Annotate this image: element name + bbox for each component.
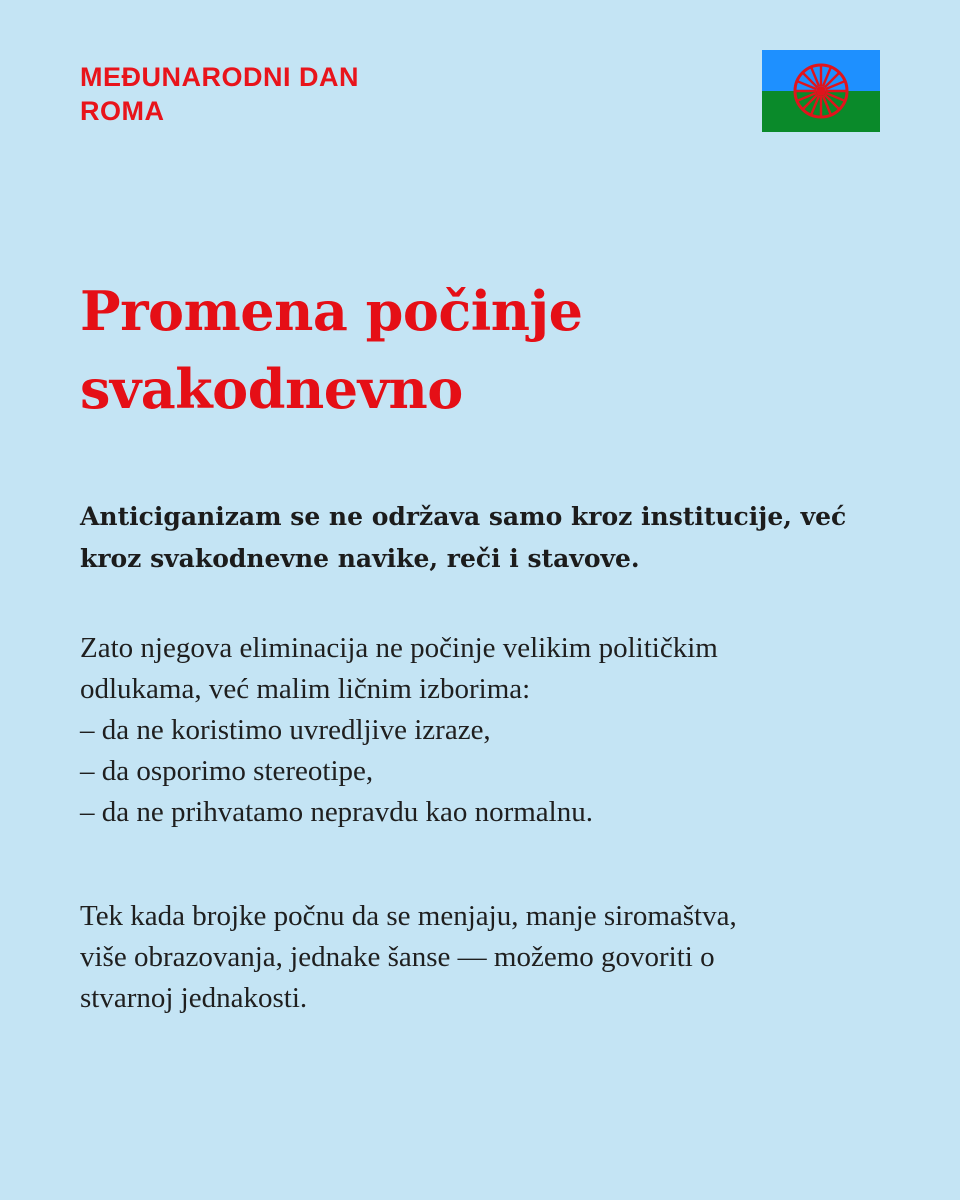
romani-flag-icon: [762, 50, 880, 132]
page-title: [80, 272, 880, 428]
lead-line-2: kroz svakodnevne navike, reči i stavove.: [80, 544, 640, 573]
list-item: – da osporimo stereotipe,: [80, 755, 374, 787]
lead-paragraph: [80, 496, 890, 580]
title-line-2: svakodnevno: [80, 357, 463, 421]
paragraph-1-line: Zato njegova eliminacija ne počinje velikim političkim: [80, 632, 718, 664]
event-label-line-2: ROMA: [80, 96, 165, 126]
paragraph-2-line: stvarnoj jednakosti.: [80, 982, 308, 1014]
body-paragraph-1: [80, 628, 900, 833]
event-label: [80, 60, 500, 128]
paragraph-2-line: više obrazovanja, jednake šanse — možemo govoriti o: [80, 941, 715, 973]
event-label-line-1: MEĐUNARODNI DAN: [80, 62, 359, 92]
list-item: – da ne koristimo uvredljive izraze,: [80, 714, 491, 746]
lead-line-1: Anticiganizam se ne održava samo kroz institucije, već: [80, 502, 847, 531]
title-line-1: Promena počinje: [80, 279, 583, 343]
body-paragraph-2: [80, 896, 900, 1019]
paragraph-1-line: odlukama, već malim ličnim izborima:: [80, 673, 531, 705]
list-item: – da ne prihvatamo nepravdu kao normalnu.: [80, 796, 593, 828]
chakra-wheel-icon: [795, 65, 847, 117]
paragraph-2-line: Tek kada brojke počnu da se menjaju, manje siromaštva,: [80, 900, 737, 932]
